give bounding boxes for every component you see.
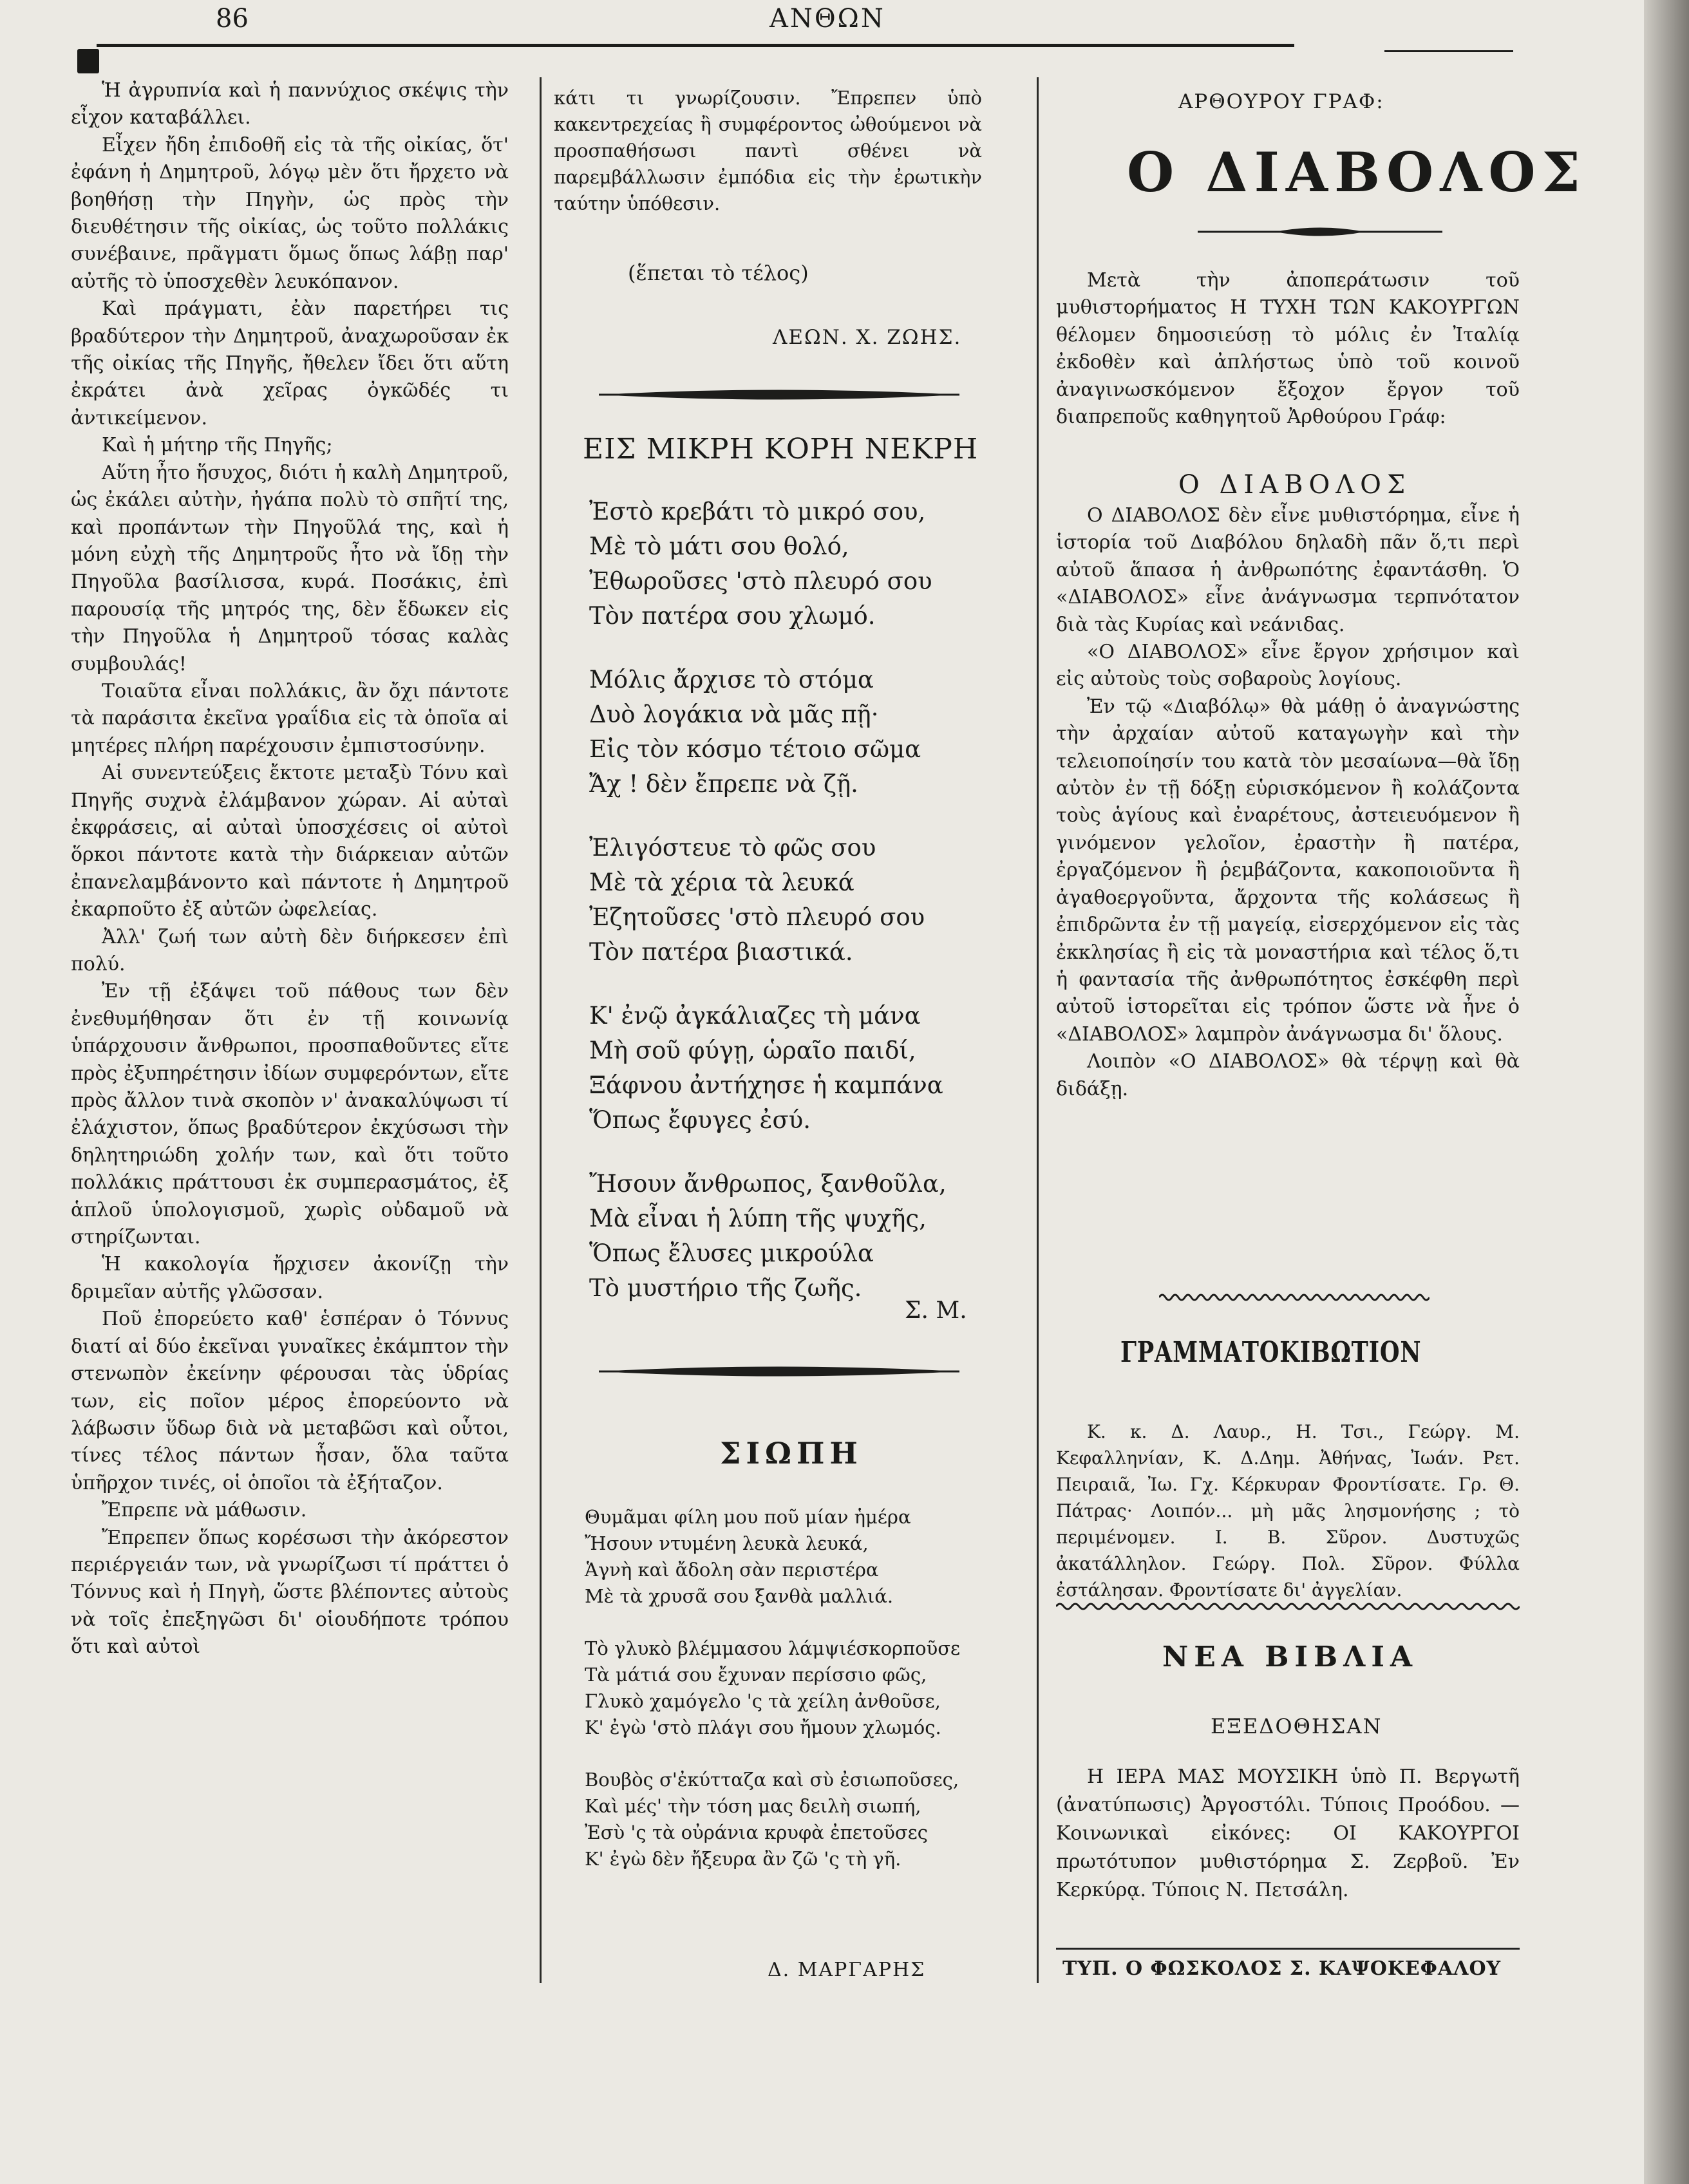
poem-stanza (589, 1167, 947, 1306)
serial-description (1056, 502, 1520, 1103)
paragraph: Ἡ ἀγρυπνία καὶ ἡ παννύχιος σκέψις τὴν εἶχον καταβάλλει. (71, 79, 509, 129)
ornamental-rule-icon (599, 385, 959, 404)
header-rule (97, 44, 1294, 47)
poem-title: ΕΙΣ ΜΙΚΡΗ ΚΟΡΗ ΝΕΚΡΗ (583, 433, 979, 466)
story-author: ΛΕΩΝ. Χ. ΖΩΗΣ. (773, 326, 962, 349)
paragraph: Ἐν τῇ ἐξάψει τοῦ πάθους των δὲν ἐνεθυμήθησαν ὅτι ἐν τῇ κοινωνίᾳ ὑπάρχουσιν ἄνθρωποι, προσπαθοῦντες εἴτε πρὸς ἐξυπηρέτησιν ἰδίων συμφερόντων, εἴτε πρὸς ἄλλον τινὰ σκοπὸν ν' ἀνακαλύψωσι τί ἐλάχιστον, ὅπως βραδύτερον ἐκχύσωσι τὴν δηλητηριώδη χολήν των, καὶ ὅτι τοῦτο πολλάκις πράττουσι ἐκ συμπερασμάτος, ἐξ ἁπλοῦ ὑπολογισμοῦ, χωρὶς οὐδαμοῦ νὰ στηρίζωνται. (71, 980, 509, 1249)
paragraph: Κ. κ. Δ. Λαυρ., Η. Τσι., Γεώργ. Μ. Κεφαλληνίαν, Κ. Δ.Δημ. Ἀθήνας, Ἰωάν. Ρετ. Πειραιᾶ, Ἰω. Γχ. Κέρκυραν Φροντίσατε. Γρ. Θ. Πάτρας· Λοιπόν... μὴ μᾶς λησμονήσης ; τὸ περιμένομεν. Ι. Β. Σῦρον. Δυστυχῶς ἀκατάλληλον. Γεώργ. Πολ. Σῦρον. Φύλλα ἐστάλησαν. Φροντίσατε δι' ἀγγελίαν. (1056, 1421, 1520, 1601)
paragraph: Ἔπρεπεν ὅπως κορέσωσι τὴν ἀκόρεστον περιέργειάν των, νὰ γνωρίζωσι τί πράττει ὁ Τόννυς καὶ ἡ Πηγὴ, ὥστε βλέποντες αὐτοὺς νὰ τοῖς ἐπεξηγῶσι δι' οἱουδήποτε τρόπου ὅτι καὶ αὐτοὶ (71, 1526, 509, 1659)
poem-title: ΣΙΩΠΗ (720, 1436, 863, 1471)
poem-body (589, 494, 947, 1335)
mailbox-heading: ΓΡΑΜΜΑΤΟΚΙΒΩΤΙΟΝ (1120, 1336, 1422, 1369)
poem-line: Τὰ μάτιά σου ἔχυναν περίσσιο φῶς, (585, 1664, 927, 1686)
poem-line: Τὸ μυστήριο τῆς ζωῆς. (589, 1274, 862, 1302)
poem-line: Ἤσουν ἄνθρωπος, ξανθοῦλα, (589, 1170, 947, 1198)
poem-line: Ὅπως ἔφυγες ἐσύ. (589, 1106, 811, 1134)
poem-line: Ἄχ ! δὲν ἔπρεπε νὰ ζῇ. (589, 770, 858, 798)
paragraph: Λοιπὸν «Ο ΔΙΑΒΟΛΟΣ» θὰ τέρψῃ καὶ θὰ διδάξῃ. (1056, 1050, 1520, 1100)
poem-line: Κ' ἐγὼ 'στὸ πλάγι σου ἤμουν χλωμός. (585, 1717, 941, 1738)
poem-line: Ἤσουν ντυμένη λευκὰ λευκά, (585, 1532, 869, 1554)
paragraph: Ἀλλ' ζωή των αὐτὴ δὲν διήρκεσεν ἐπὶ πολύ. (71, 925, 509, 975)
paragraph: κάτι τι γνωρίζουσιν. Ἔπρεπεν ὑπὸ κακεντρεχείας ἢ συμφέροντος ὠθούμενοι νὰ προσπαθήσωσι παντὶ σθένει νὰ παρεμβάλλωσιν ἐμπόδια εἰς τὴν ἐρωτικὴν ταύτην ὑπόθεσιν. (554, 87, 982, 214)
printer-imprint: ΤΥΠ. Ο ΦΩΣΚΟΛΟΣ Σ. ΚΑΨΟΚΕΦΑΛΟΥ (1062, 1957, 1502, 1980)
mailbox-text (1056, 1418, 1520, 1603)
poem-line: Θυμᾶμαι φίλη μου ποῦ μίαν ἡμέρα (585, 1506, 911, 1528)
poem-line: Εἰς τὸν κόσμο τέτοιο σῶμα (589, 735, 921, 763)
poem-line: Γλυκὸ χαμόγελο 'ς τὰ χείλη ἀνθοῦσε, (585, 1690, 941, 1712)
column-divider-right (1037, 77, 1039, 1983)
wavy-rule-icon (1056, 1600, 1520, 1613)
poem-stanza (585, 1767, 960, 1872)
paragraph: Καὶ πράγματι, ἐὰν παρετήρει τις βραδύτερον τὴν Δημητροῦ, ἀναχωροῦσαν ἐκ τῆς οἰκίας τῆς Πηγῆς, ἤθελεν ἴδει ὅτι αὕτη ἐκράτει ἀνὰ χεῖρας ὀγκῶδές τι ἀντικείμενον. (71, 297, 509, 429)
paragraph: Καὶ ἡ μήτηρ τῆς Πηγῆς; (102, 434, 333, 457)
serial-intro (1056, 267, 1520, 431)
poem-line: Ἐστὸ κρεβάτι τὸ μικρό σου, (589, 498, 926, 525)
serial-title: Ο ΔΙΑΒΟΛΟΣ (1127, 140, 1587, 204)
poem-line: Ἐζητοῦσες 'στὸ πλευρό σου (589, 903, 925, 931)
paragraph: Μετὰ τὴν ἀποπεράτωσιν τοῦ μυθιστορήματος Η ΤΥΧΗ ΤΩΝ ΚΑΚΟΥΡΓΩΝ θέλομεν δημοσιεύσῃ τὸ μόλις ἐν Ἰταλίᾳ ἐκδοθὲν καὶ ἀπλήστως ὑπὸ τοῦ κοινοῦ ἀναγινωσκόμενον ἔξοχον ἔργον τοῦ διαπρεποῦς καθηγητοῦ Ἀρθούρου Γράφ: (1056, 269, 1520, 429)
poem-line: Κ' ἐνῷ ἀγκάλιαζες τὴ μάνα (589, 1002, 921, 1030)
paragraph: Ο ΔΙΑΒΟΛΟΣ δὲν εἶνε μυθιστόρημα, εἶνε ἡ ἱστορία τοῦ Διαβόλου δηλαδὴ πᾶν ὅ,τι περὶ αὐτοῦ ἅπασα ἡ ἀνθρωπότης ἐφαντάσθη. Ὁ «ΔΙΑΒΟΛΟΣ» εἶνε ἀνάγνωσμα τερπνότατον διὰ τὰς Κυρίας καὶ νεάνιδας. (1056, 504, 1520, 636)
page-number: 86 (216, 4, 249, 33)
ornamental-rule-icon (1198, 222, 1442, 241)
poem-line: Μὲ τὰ χέρια τὰ λευκά (589, 869, 854, 896)
poem-line: Ἐλιγόστευε τὸ φῶς σου (589, 834, 876, 861)
publication-title: ΑΝΘΩΝ (769, 4, 885, 33)
poem-line: Ἐθωροῦσες 'στὸ πλευρό σου (589, 567, 932, 595)
new-books-text (1056, 1763, 1520, 1905)
ornamental-rule-icon (599, 1362, 959, 1381)
left-column-text (71, 77, 509, 1661)
paragraph: Ἐν τῷ «Διαβόλῳ» θὰ μάθῃ ὁ ἀναγνώστης τὴν ἀρχαίαν αὐτοῦ καταγωγὴν καὶ τὴν τελειοποίησίν του κατὰ τὸν μεσαίωνα—θὰ ἴδῃ αὐτὸν ἐν τῇ δόξῃ εὑρισκόμενον ἢ κολάζοντα τοὺς ἁγίους καὶ ἐναρέτους, ἀστειευόμενον ἢ γινόμενον γελοῖον, ἐραστὴν ἢ πατέρα, ἐργαζόμενον ἢ ῥεμβάζοντα, κακοποιοῦντα ἢ ἀγαθοεργοῦντα, ἄρχοντα τῆς κολάσεως ἢ ἐπιδρῶντα ἐν τῇ μαγείᾳ, εἰσερχόμενον εἰς τὰς ἐκκλησίας ἢ εἰς τὰ μοναστήρια καὶ τέλος ὅ,τι ἡ φαντασία τῆς ἀνθρωπότητος ἐσκέφθη περὶ αὐτοῦ ἱστορεῖται εἰς τρόπον ὥστε νὰ ἦνε ὁ «ΔΙΑΒΟΛΟΣ» λαμπρὸν ἀνάγνωσμα δι' ὅλους. (1056, 695, 1520, 1046)
paragraph: Ἔπρεπε νὰ μάθωσιν. (102, 1499, 307, 1522)
poem-body (585, 1504, 960, 1898)
serial-author: ΑΡΘΟΥΡΟΥ ΓΡΑΦ: (1178, 90, 1384, 113)
poem-line: Μὲ τὰ χρυσᾶ σου ξανθὰ μαλλιά. (585, 1585, 894, 1607)
poem-line: Δυὸ λογάκια νὰ μᾶς πῇ· (589, 701, 879, 728)
poem-signature: Δ. ΜΑΡΓΑΡΗΣ (768, 1959, 926, 1981)
poem-line: Μὴ σοῦ φύγῃ, ὡραῖο παιδί, (589, 1037, 916, 1064)
header-rule-short (1384, 50, 1513, 52)
ink-mark (77, 49, 99, 73)
to-be-continued-note: (ἕπεται τὸ τέλος) (628, 261, 809, 285)
poem-line: Μὰ εἶναι ἡ λύπη τῆς ψυχῆς, (589, 1205, 927, 1232)
paragraph: Ἡ κακολογία ἤρχισεν ἀκονίζῃ τὴν δριμεῖαν αὐτῆς γλῶσσαν. (71, 1253, 509, 1303)
paragraph: «Ο ΔΙΑΒΟΛΟΣ» εἶνε ἔργον χρήσιμον καὶ εἰς αὐτοὺς τοὺς σοβαροὺς λογίους. (1056, 641, 1520, 691)
story-continuation (554, 85, 982, 217)
paragraph: Τοιαῦτα εἶναι πολλάκις, ἂν ὄχι πάντοτε τὰ παράσιτα ἐκεῖνα γραΐδια εἰς τὰ ὁποῖα αἱ μητέρες πλήρη παρέχουσιν ἐμπιστοσύνην. (71, 679, 509, 757)
poem-stanza (589, 663, 947, 802)
poem-stanza (589, 494, 947, 634)
column-divider-left (540, 77, 542, 1983)
new-books-heading: ΝΕΑ ΒΙΒΛΙΑ (1162, 1641, 1419, 1673)
poem-line: Τὸ γλυκὸ βλέμμασου λάμψιέσκορποῦσε (585, 1637, 961, 1659)
poem-line: Βουβὸς σ'ἐκύτταζα καὶ σὺ ἐσιωποῦσες, (585, 1769, 959, 1791)
poem-line: Καὶ μές' τὴν τόση μας δειλὴ σιωπή, (585, 1795, 921, 1817)
serial-subtitle: Ο ΔΙΑΒΟΛΟΣ (1178, 470, 1411, 500)
paragraph: Αἱ συνεντεύξεις ἔκτοτε μεταξὺ Τόνυ καὶ Πηγῆς συχνὰ ἐλάμβανον χώραν. Αἱ αὐταὶ ἐκφράσεις, αἱ αὐταὶ ὑποσχέσεις οἱ αὐτοὶ ὅρκοι πάντοτε κατὰ τὴν διάρκειαν αὐτῶν ἐπανελαμβάνοντο καὶ πάντοτε ἡ Δημητροῦ ἐκαρποῦτο ἐξ αὐτῶν ὠφελείας. (71, 762, 509, 921)
poem-stanza (589, 999, 947, 1138)
poem-signature: Σ. Μ. (905, 1297, 967, 1324)
poem-line: Κ' ἐγὼ δὲν ἤξευρα ἂν ζῶ 'ς τὴ γῆ. (585, 1848, 901, 1870)
poem-line: Μὲ τὸ μάτι σου θολό, (589, 532, 849, 560)
poem-stanza (585, 1635, 960, 1741)
paragraph: Η ΙΕΡΑ ΜΑΣ ΜΟΥΣΙΚΗ ὑπὸ Π. Βεργωτῆ (ἀνατύπωσις) Ἀργοστόλι. Τύποις Προόδου. — Κοινωνικαὶ εἰκόνες: ΟΙ ΚΑΚΟΥΡΓΟΙ πρωτότυπον μυθιστόρημα Σ. Ζερβοῦ. Ἐν Κερκύρᾳ. Τύποις Ν. Πετσάλη. (1056, 1765, 1520, 1901)
poem-line: Μόλις ἄρχισε τὸ στόμα (589, 666, 874, 693)
poem-line: Τὸν πατέρα βιαστικά. (589, 938, 853, 966)
poem-stanza (585, 1504, 960, 1610)
poem-line: Ἁγνὴ καὶ ἄδολη σὰν περιστέρα (585, 1559, 879, 1581)
binding-shadow (1644, 0, 1689, 2184)
paragraph: Εἶχεν ἤδη ἐπιδοθῆ εἰς τὰ τῆς οἰκίας, ὅτ' ἐφάνη ἡ Δημητροῦ, λόγῳ μὲν ὅτι ἤρχετο νὰ βοηθήσῃ τὴν Πηγὴν, ὡς πρὸς τὴν διευθέτησιν τῆς οἰκίας, ὡς τοῦτο πολλάκις συνέβαινε, πρᾶγματι ὅμως ὅπως λάβῃ παρ' αὐτῆς τὸ ὑποσχεθὲν λευκόπανον. (71, 133, 509, 293)
poem-line: Ξάφνου ἀντήχησε ἡ καμπάνα (589, 1071, 943, 1099)
poem-line: Ὅπως ἔλυσες μικρούλα (589, 1239, 874, 1267)
poem-line: Ἐσὺ 'ς τὰ οὐράνια κρυφὰ ἐπετοῦσες (585, 1822, 928, 1843)
footer-rule (1056, 1948, 1520, 1950)
paragraph: Ποῦ ἐπορεύετο καθ' ἑσπέραν ὁ Τόννυς διατί αἱ δύο ἐκεῖναι γυναῖκες ἐκάμπτον τὴν στενωπὸν ἐκείνην φέρουσαι τὰς ὑδρίας των, εἰς ποῖον μέρος ἐπορεύοντο νὰ λάβωσιν ὕδωρ διὰ νὰ μεταβῶσι καὶ οὗτοι, τίνες τέλος πάντων ἦσαν, ὅλα ταῦτα ὑπῆρχον τινές, οἱ ὁποῖοι τὰ ἐξήταζον. (71, 1308, 509, 1494)
poem-stanza (589, 831, 947, 970)
poem-line: Τὸν πατέρα σου χλωμό. (589, 602, 876, 630)
published-subheading: ΕΞΕΔΟΘΗΣΑΝ (1211, 1714, 1382, 1738)
paragraph: Αὕτη ἦτο ἥσυχος, διότι ἡ καλὴ Δημητροῦ, ὡς ἐκάλει αὐτὴν, ἠγάπα πολὺ τὸ σπῆτί της, καὶ προπάντων τὴν Πηγοῦλά της, καὶ ἡ μόνη εὐχὴ τῆς Δημητροῦς ἦτο νὰ ἴδῃ τὴν Πηγοῦλα βασίλισσα, κυρά. Ποσάκις, ἐπὶ παρουσίᾳ τῆς μητρός της, δὲν ἔδωκεν εἰς τὴν Πηγοῦλα ἡ Δημητροῦ τόσας καλὰς συμβουλάς! (71, 461, 509, 675)
wavy-rule-icon (1159, 1291, 1430, 1304)
